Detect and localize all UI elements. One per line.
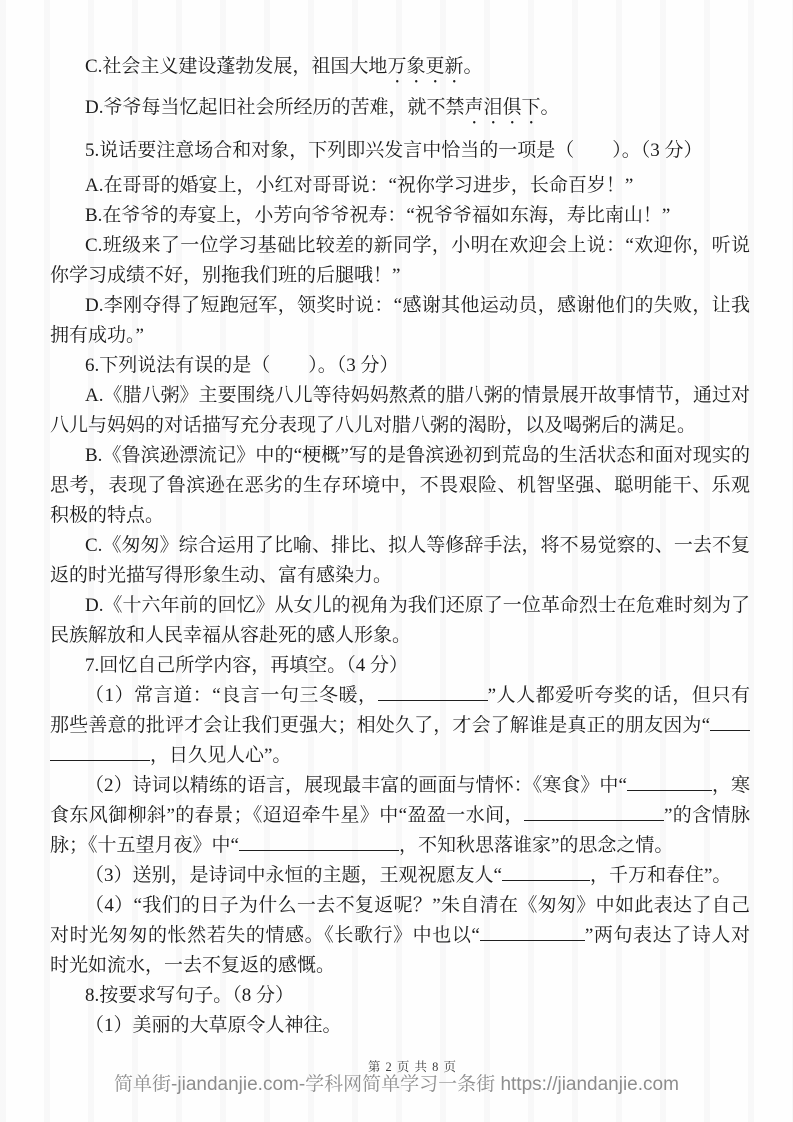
text-run: （4）“我们的日子为什么一去不复返呢？”朱自清在《匆匆》中如此表达了自己对时光匆匆的怅然若失的情感。《长歌行》中也以“: [50, 895, 750, 946]
text-run: D.爷爷每当忆起旧社会所经历的苦难，就不禁: [85, 97, 465, 118]
text-run: （2）诗词以精练的语言，展现最丰富的画面与情怀：《寒食》中“: [85, 775, 627, 796]
fill-in-blank: [480, 922, 585, 941]
q5-option-c: [50, 231, 750, 291]
text-run: ，千万和春住”。: [589, 865, 732, 886]
text-run: 。: [540, 97, 560, 118]
fill-in-blank: [502, 862, 590, 881]
text-run: 。: [463, 56, 483, 77]
text-run: B.在爷爷的寿宴上，小芳向爷爷祝寿：“祝爷爷福如东海，寿比南山！”: [85, 205, 671, 226]
page-number: 第 2 页 共 8 页: [367, 1060, 458, 1074]
fill-in-blank: [239, 832, 399, 851]
text-run: ”人人都爱听夸奖的话，但只有那些善意的批评才会让我们更强大；相处久了，才会了解谁是真正的朋友因为“: [50, 685, 751, 736]
q8-stem: [50, 981, 750, 1011]
q5-option-a: [50, 171, 750, 201]
q4-option-c: [50, 52, 750, 88]
text-run: 6.下列说法有误的是（ ）。（3 分）: [85, 355, 399, 376]
text-run: ”两句表达了诗人对时光如流水，一去不复返的感慨。: [50, 925, 750, 976]
q5-option-b: [50, 201, 750, 231]
fill-in-blank: [627, 772, 712, 791]
text-run: A.在哥哥的婚宴上，小红对哥哥说：“祝你学习进步，长命百岁！”: [85, 175, 634, 196]
paragraph-list: [50, 52, 750, 1041]
text-run: A.《腊八粥》主要围绕八儿等待妈妈熬煮的腊八粥的情景展开故事情节，通过对八儿与妈妈的对话描写充分表现了八儿对腊八粥的渴盼，以及喝粥后的满足。: [50, 385, 750, 436]
q8-part1: [50, 1011, 750, 1041]
text-run: B.《鲁滨逊漂流记》中的“梗概”写的是鲁滨逊初到荒岛的生活状态和面对现实的思考，表现了鲁滨逊在恶劣的生存环境中，不畏艰险、机智坚强、聪明能干、乐观积极的特点。: [50, 445, 750, 526]
watermark: 简单街-jiandanjie.com-学科网简单学习一条街 https://jiandanjie.com: [114, 1074, 679, 1095]
emphasized-text: 万象更新: [387, 56, 464, 77]
q6-option-c: [50, 531, 750, 591]
text-run: 8.按要求写句子。（8 分）: [85, 985, 295, 1006]
q6-option-d: [50, 591, 750, 651]
text-run: （1）常言道：“良言一句三冬暖，: [85, 685, 378, 706]
text-run: ”的含情脉脉；《十五望月夜》中“: [50, 805, 750, 856]
text-run: ，日久见人心”。: [150, 745, 292, 766]
fill-in-blank: [710, 712, 750, 731]
text-run: C.社会主义建设蓬勃发展，祖国大地: [85, 56, 388, 77]
text-run: C.班级来了一位学习基础比较差的新同学，小明在欢迎会上说：“欢迎你，听说你学习成绩不好，别拖我们班的后腿哦！”: [50, 235, 750, 286]
q7-part1: [50, 681, 750, 771]
text-run: （3）送别，是诗词中永恒的主题，王观祝愿友人“: [85, 865, 502, 886]
text-run: D.李刚夺得了短跑冠军，领奖时说：“感谢其他运动员，感谢他们的失败，让我拥有成功。”: [50, 295, 750, 346]
q5-option-d: [50, 291, 750, 351]
q5-stem: [50, 136, 750, 166]
q4-option-d: [50, 93, 750, 129]
q6-stem: [50, 351, 750, 381]
q7-part4: [50, 891, 750, 981]
text-run: ，不知秋思落谁家”的思念之情。: [398, 835, 674, 856]
q6-option-a: [50, 381, 750, 441]
q6-option-b: [50, 441, 750, 531]
text-run: ，寒食东风御柳斜”的春景；《迢迢牵牛星》中“盈盈一水间，: [50, 775, 750, 826]
text-run: 5.说话要注意场合和对象，下列即兴发言中恰当的一项是（ ）。（3 分）: [85, 140, 703, 161]
fill-in-blank: [378, 682, 488, 701]
text-run: D.《十六年前的回忆》从女儿的视角为我们还原了一位革命烈士在危难时刻为了民族解放和人民幸福从容赴死的感人形象。: [50, 595, 750, 646]
q7-part2: [50, 771, 750, 861]
fill-in-blank: [50, 742, 150, 761]
fill-in-blank: [524, 802, 664, 821]
text-run: C.《匆匆》综合运用了比喻、排比、拟人等修辞手法，将不易觉察的、一去不复返的时光描写得形象生动、富有感染力。: [50, 535, 750, 586]
emphasized-text: 声泪俱下: [464, 97, 541, 118]
text-run: 7.回忆自己所学内容，再填空。（4 分）: [85, 655, 409, 676]
q7-part3: [50, 861, 750, 891]
q7-stem: [50, 651, 750, 681]
text-run: （1）美丽的大草原令人神往。: [85, 1015, 342, 1036]
